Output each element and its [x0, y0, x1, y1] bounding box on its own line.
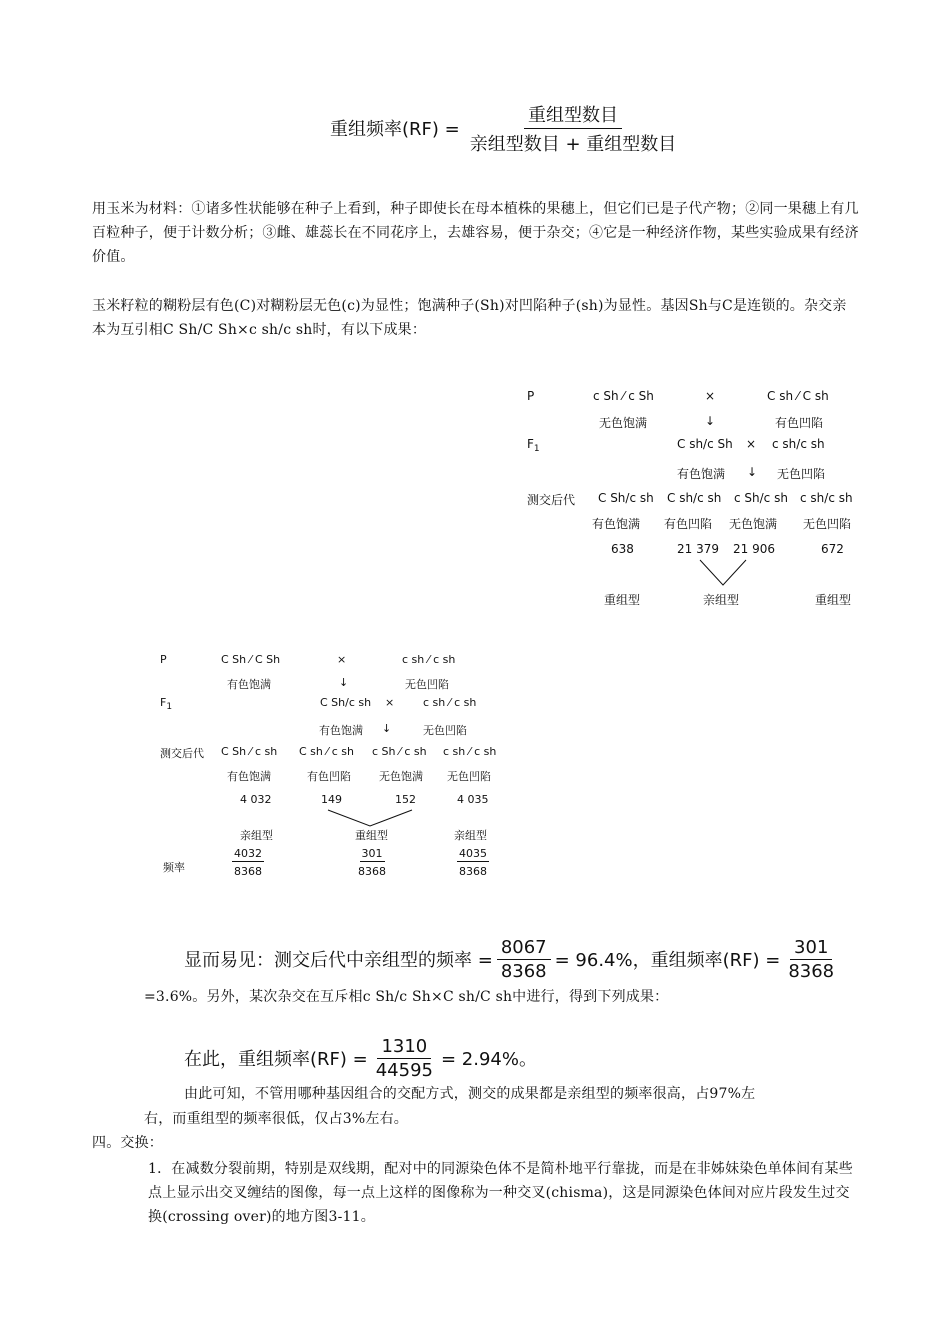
rf-formula-denominator: 亲组型数目 + 重组型数目 [469, 133, 677, 155]
formula2-mid: = 96.4%，重组频率(RF) = [554, 950, 781, 971]
d2-offspring-4-genotype: c sh ⁄ c sh [443, 745, 497, 758]
d2-type-right: 亲组型 [454, 829, 487, 842]
d1-p2-phenotype: 有色凹陷 [775, 416, 824, 430]
rf-formula-numerator: 重组型数目 [524, 101, 622, 129]
formula2-num1: 8067 [497, 937, 551, 960]
d2-fraction-right-den: 8368 [459, 865, 487, 878]
d2-p2-phenotype: 无色凹陷 [405, 678, 449, 691]
d1-offspring-1-count: 638 [611, 542, 634, 556]
d2-fraction-right-num: 4035 [459, 847, 487, 860]
d2-fraction-middle-num: 301 [361, 847, 383, 860]
d2-p-label: P [160, 653, 167, 666]
d2-offspring-4-phenotype: 无色凹陷 [447, 770, 491, 783]
d2-cross-symbol: × [337, 653, 347, 666]
d1-offspring-3-count: 21 906 [733, 542, 775, 556]
d1-offspring-1-phenotype: 有色饱满 [592, 517, 641, 531]
d2-fraction-left-den: 8368 [234, 865, 262, 878]
d2-p1-genotype: C Sh ⁄ C Sh [221, 653, 281, 666]
formula2-prefix: 显而易见：测交后代中亲组型的频率 = [184, 950, 493, 971]
d1-f1-phenotype: 有色饱满 [677, 467, 726, 481]
d1-offspring-1-genotype: C Sh/c sh [598, 491, 654, 505]
d1-offspring-4-phenotype: 无色凹陷 [803, 517, 852, 531]
d1-type-middle: 亲组型 [703, 593, 740, 607]
d2-fraction-left [232, 847, 264, 878]
cross-diagram-repulsion [0, 0, 950, 620]
d2-offspring-2-count: 149 [321, 793, 342, 806]
d2-type-middle: 重组型 [355, 829, 388, 842]
d1-offspring-2-phenotype: 有色凹陷 [664, 517, 713, 531]
d1-offspring-3-genotype: c Sh/c sh [734, 491, 788, 505]
d1-tester-genotype: c sh/c sh [772, 437, 825, 451]
d2-f1-phenotype: 有色饱满 [319, 724, 363, 737]
d1-parental-bracket [0, 0, 950, 620]
d1-offspring-4-genotype: c sh/c sh [800, 491, 853, 505]
section4-item1: 1．在减数分裂前期，特别是双线期，配对中的同源染色体不是简朴地平行靠拢，而是在非姊妹染色单体间有某些点上显示出交叉缠结的图像，每一点上这样的图像称为一种交叉(chisma)，这是同源染色体间对应片段发生过交换(crossing over)的地方图3-11。 [148, 1161, 853, 1225]
section4-heading: 四。交换： [92, 1135, 163, 1151]
formula3-fraction [372, 1036, 437, 1081]
formula2-den1: 8368 [500, 960, 547, 982]
d2-fraction-middle-den: 8368 [358, 865, 386, 878]
d2-f1-subscript: 1 [166, 702, 173, 712]
d2-tester-phenotype: 无色凹陷 [423, 724, 467, 737]
d1-testcross-label: 测交后代 [527, 493, 576, 507]
d2-p2-genotype: c sh ⁄ c sh [402, 653, 456, 666]
formula3-den: 44595 [375, 1059, 433, 1081]
d2-offspring-1-phenotype: 有色饱满 [227, 770, 271, 783]
repulsion-rf-formula [184, 1033, 584, 1083]
d2-type-left: 亲组型 [240, 829, 273, 842]
d2-f1-genotype: C Sh/c sh [320, 696, 372, 709]
cross-diagram-coupling [0, 640, 950, 900]
d2-fraction-left-num: 4032 [234, 847, 262, 860]
d2-offspring-2-genotype: C sh ⁄ c sh [299, 745, 354, 758]
d1-f1-subscript: 1 [533, 444, 540, 454]
d2-tester-genotype: c sh ⁄ c sh [423, 696, 477, 709]
paragraph-maize-advantages: 用玉米为材料：①诸多性状能够在种子上看到，种子即使长在母本植株的果穗上，但它们已是子代产物；②同一果穗上有几百粒种子，便于计数分析；③雌、雄蕊长在不同花序上，去雄容易，便于杂交；④它是一种经济作物，某些实验成果有经济价值。 [92, 201, 859, 265]
d1-p-label: P [527, 389, 535, 403]
d1-arrow-down-2: ↓ [747, 465, 758, 479]
d2-f1-letter: F [160, 696, 167, 709]
d2-testcross-label: 测交后代 [160, 747, 204, 760]
formula3-suffix: = 2.94%。 [440, 1049, 537, 1070]
d2-fraction-right [457, 847, 489, 878]
formula3-num: 1310 [377, 1036, 431, 1059]
d1-cross-symbol: × [705, 389, 716, 403]
formula2-fraction-2 [784, 937, 838, 982]
d1-offspring-3-phenotype: 无色饱满 [729, 517, 778, 531]
d2-offspring-4-count: 4 035 [457, 793, 489, 806]
d1-f1-cross-symbol: × [746, 437, 757, 451]
d1-type-right: 重组型 [815, 593, 852, 607]
formula2-den2: 8368 [788, 960, 835, 982]
d2-p1-phenotype: 有色饱满 [227, 678, 271, 691]
d2-arrow-down-2: ↓ [382, 722, 392, 735]
d2-arrow-down: ↓ [339, 676, 349, 689]
d1-p2-genotype: C sh ⁄ C sh [767, 389, 829, 403]
d1-tester-phenotype: 无色凹陷 [777, 467, 826, 481]
d2-offspring-2-phenotype: 有色凹陷 [307, 770, 351, 783]
parental-frequency-formula [184, 934, 864, 984]
d2-f1-cross-symbol: × [385, 696, 395, 709]
conclusion-line-2: 右，而重组型的频率很低，仅占3%左右。 [144, 1111, 409, 1127]
d2-offspring-3-genotype: c Sh ⁄ c sh [372, 745, 427, 758]
paragraph-maize-genes: 玉米籽粒的糊粉层有色(C)对糊粉层无色(c)为显性；饱满种子(Sh)对凹陷种子(sh)为显性。基因Sh与C是连锁的。杂交亲本为互引相C Sh/C Sh×c sh/c sh时，有以下成果： [92, 298, 847, 338]
d1-f1-genotype: C sh/c Sh [677, 437, 733, 451]
rf-formula-lhs: 重组频率(RF) = [330, 119, 460, 140]
d1-offspring-4-count: 672 [821, 542, 844, 556]
d2-fraction-middle [356, 847, 388, 878]
d1-type-left: 重组型 [604, 593, 641, 607]
d2-offspring-3-count: 152 [395, 793, 416, 806]
d1-offspring-2-genotype: C sh/c sh [667, 491, 722, 505]
d2-offspring-1-count: 4 032 [240, 793, 272, 806]
d1-p1-genotype: c Sh ⁄ c Sh [593, 389, 654, 403]
d2-frequency-label: 频率 [163, 861, 185, 874]
formula3-prefix: 在此，重组频率(RF) = [184, 1049, 368, 1070]
d1-f1-letter: F [527, 437, 534, 451]
d1-offspring-2-count: 21 379 [677, 542, 719, 556]
formula2-fraction-1 [497, 937, 551, 982]
formula2-num2: 301 [790, 937, 832, 960]
line-after-formula2: =3.6%。另外，某次杂交在互斥相c Sh/c Sh×C sh/C sh中进行，得到下列成果： [144, 989, 669, 1005]
d1-p1-phenotype: 无色饱满 [599, 416, 648, 430]
d2-offspring-3-phenotype: 无色饱满 [379, 770, 423, 783]
conclusion-line-1: 由此可知，不管用哪种基因组合的交配方式，测交的成果都是亲组型的频率很高，占97%左 [184, 1086, 756, 1102]
d1-arrow-down: ↓ [705, 414, 716, 428]
d2-offspring-1-genotype: C Sh ⁄ c sh [221, 745, 278, 758]
